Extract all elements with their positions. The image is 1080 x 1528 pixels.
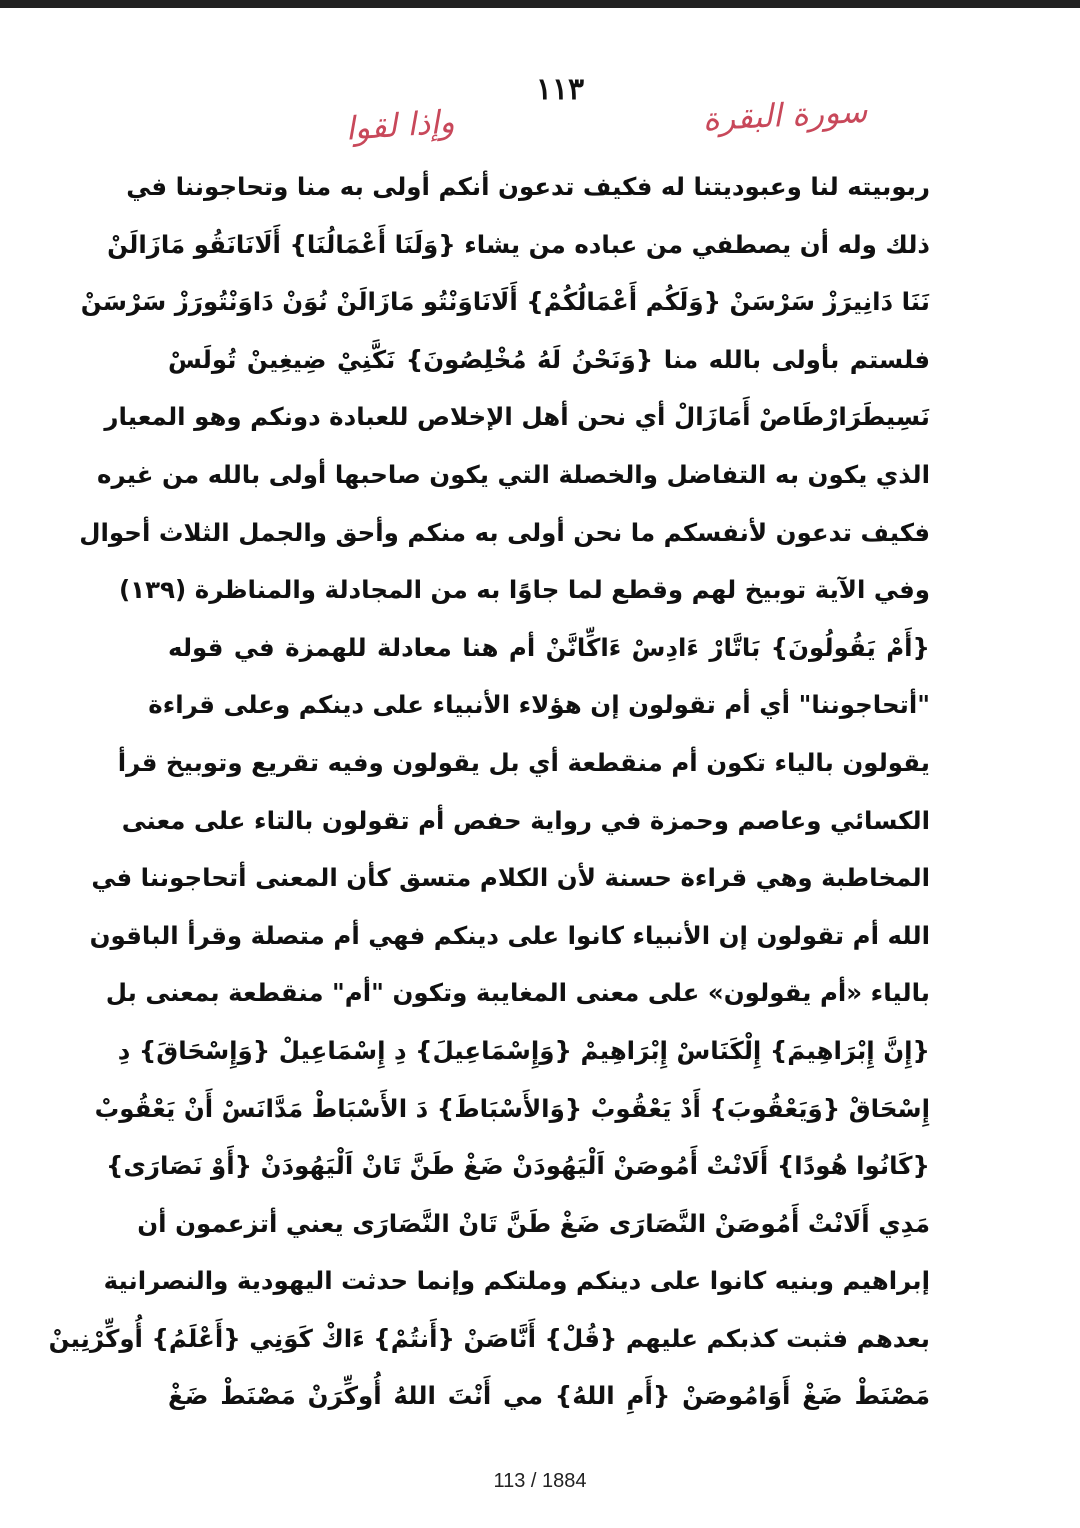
text-line: الكسائي وعاصم وحمزة في رواية حفص أم تقولون بالتاء على معنى [121, 805, 930, 835]
text-line: بالياء «أم يقولون» على معنى المغايبة وتكون "أم" منقطعة بمعنى بل [105, 978, 930, 1008]
text-line: {إِنَّ إِبْرَاهِيمَ} إِلْكَنَاسْ إِبْرَاهِيمْ {وَإِسْمَاعِيلَ} دِ إِسْمَاعِيلْ {وَإِسْحَاقَ} دِ [117, 1035, 930, 1065]
text-line: مَصْنَطْ ضَغْ أَوَامُوصَنْ {أَمِ اللهُ} مي أَنْتَ اللهُ أُوكِّرَنْ مَصْنَطْ ضَغْ [168, 1381, 930, 1411]
text-line: فكيف تدعون لأنفسكم ما نحن أولى به منكم وأحق والجمل الثلاث أحوال [79, 517, 930, 547]
text-line: بعدهم فثبت كذبكم عليهم {قُلْ} أَنَّاصَنْ {أَنتُمْ} ءَاكْ كَوَنِي {أَعْلَمُ} أُوكِّرْنِينْ [48, 1323, 930, 1353]
text-line: {كَانُوا هُودًا} أَلَانْتْ أَمُوصَنْ اَلْيَهُودَنْ ضَغْ طَنَّ تَانْ اَلْيَهُودَنْ {أَوْ نَصَارَى} [105, 1151, 930, 1181]
page-pagination: 113 / 1884 [493, 1470, 587, 1492]
text-line: فلستم بأولى بالله منا {وَنَحْنُ لَهُ مُخْلِصُونَ} نَكَّنِيْ ضِيغِينْ تُولَسْ [168, 344, 930, 374]
scan-top-edge [0, 0, 1080, 8]
page-number: ١١٣ [535, 72, 585, 107]
text-line: وفي الآية توبيخ لهم وقطع لما جاوًا به من المجادلة والمناظرة (١٣٩) [118, 575, 930, 605]
text-line: المخاطبة وهي قراءة حسنة لأن الكلام متسق كأن المعنى أتحاجوننا في [91, 863, 930, 893]
text-line: {أَمْ يَقُولُونَ} بَاتَّارْ ءَادِسْ ءَاكِّانَّنْ أم هنا معادلة للهمزة في قوله [168, 632, 930, 662]
text-line: إِسْحَاقْ {وَيَعْقُوبَ} أَدْ يَعْقُوبْ {وَالأَسْبَاطَ} دَ الأَسْبَاطْ مَدَّانَسْ أَنْ يَعْقُوبْ [94, 1093, 930, 1123]
text-line: نَسِيطَرَارْطَاصْ أَمَازَالْ أي نحن أهل الإخلاص للعبادة دونكم وهو المعيار [104, 402, 930, 432]
text-line: مَدِي أَلَانْتْ أَمُوصَنْ النَّصَارَى ضَغْ طَنَّ تَانْ النَّصَارَى يعني أتزعمون أن [137, 1208, 930, 1238]
text-line: الذي يكون به التفاضل والخصلة التي يكون صاحبها أولى بالله من غيره [97, 459, 930, 489]
handwritten-surah-note: سورة البقرة [701, 91, 869, 139]
text-line: الله أم تقولون إن الأنبياء كانوا على دينكم فهي أم متصلة وقرأ الباقون [89, 920, 930, 950]
text-line: يقولون بالياء تكون أم منقطعة أي بل يقولون وفيه تقريع وتوبيخ قرأ [117, 747, 930, 777]
text-line: "أتحاجوننا" أي أم تقولون إن هؤلاء الأنبياء على دينكم وعلى قراءة [148, 690, 930, 720]
body-text [48, 158, 930, 1425]
text-line: نَنَا دَانِيرَزْ سَرْسَنْ {وَلَكُم أَعْمَالُكُمْ} أَلَانَاوَنْتُو مَازَالَنْ نُوَنْ دَاوَنْتُورَزْ سَرْسَنْ [80, 287, 930, 317]
text-line: ربوبيته لنا وعبوديتنا له فكيف تدعون أنكم أولى به منا وتحاجوننا في [126, 172, 930, 201]
handwritten-section-note: وإذا لقوا [344, 102, 456, 148]
text-line: ذلك وله أن يصطفي من عباده من يشاء {وَلَنَا أَعْمَالُنَا} أَلَانَانَقُو مَازَالَنْ [107, 229, 930, 259]
text-line: إبراهيم وبنيه كانوا على دينكم وملتكم وإنما حدثت اليهودية والنصرانية [103, 1266, 930, 1296]
